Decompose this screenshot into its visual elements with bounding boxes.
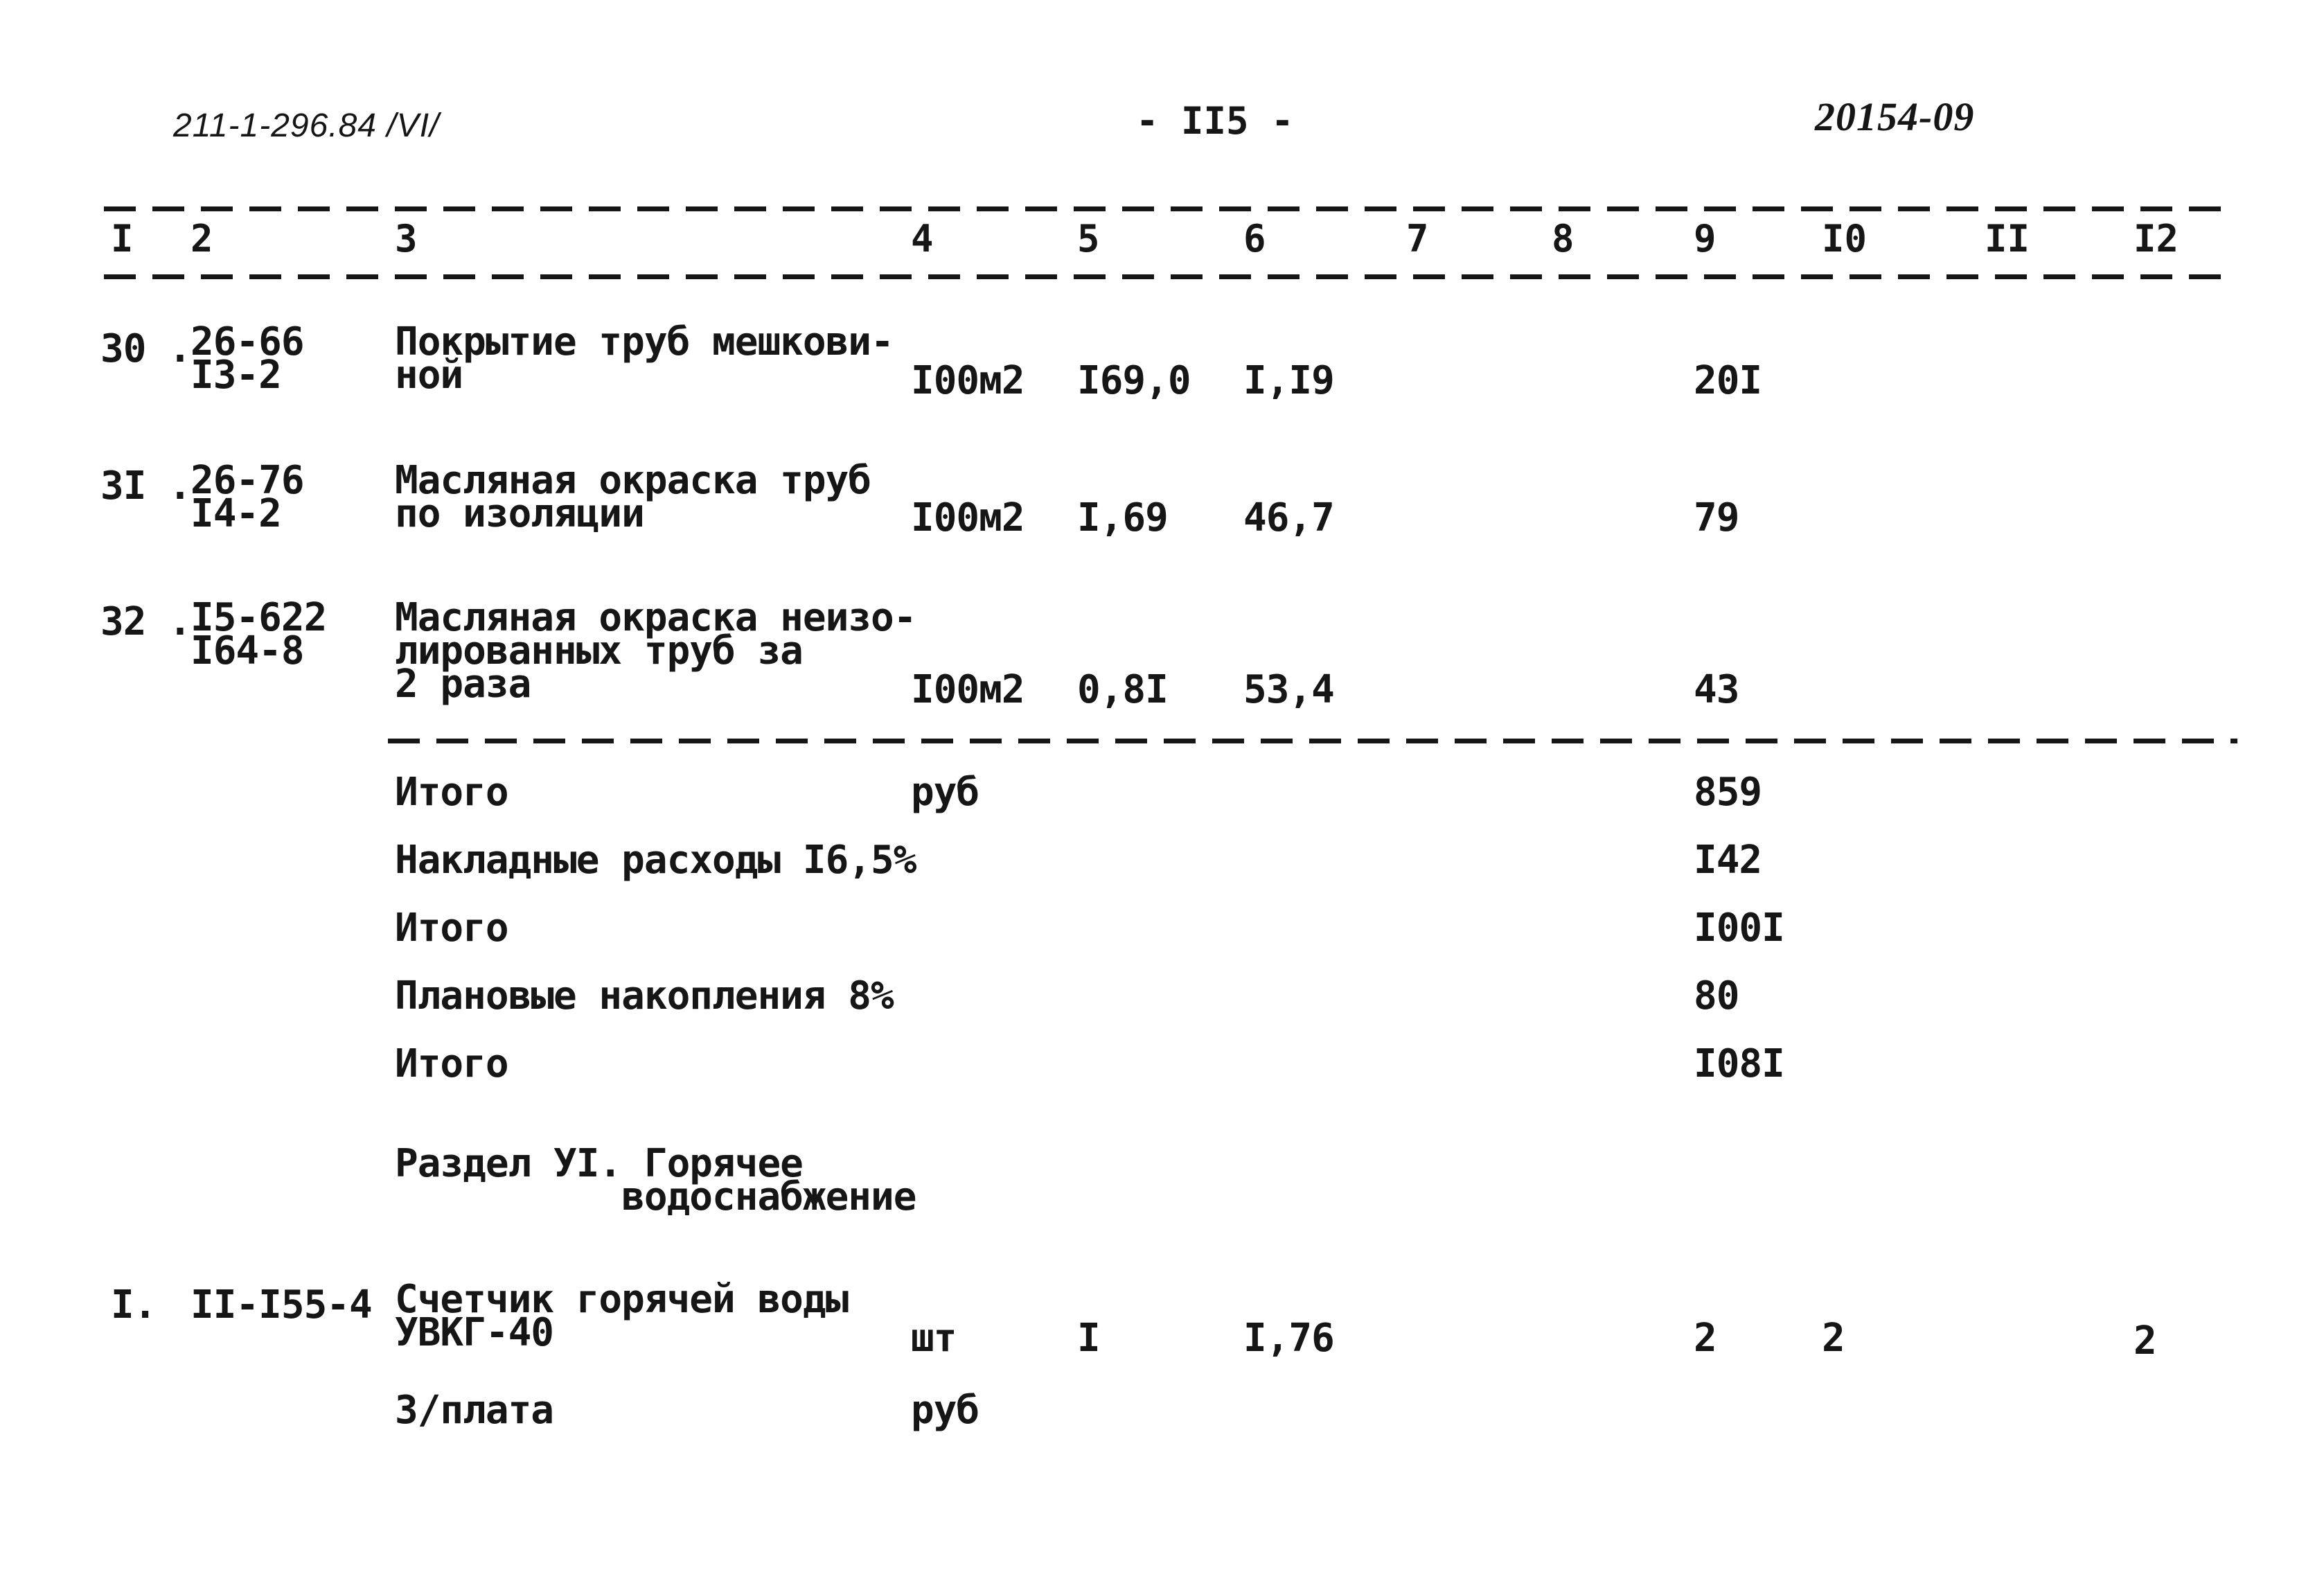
- row-code: 26-66 I3-2: [190, 319, 304, 398]
- row-quantity: 0,8I: [1077, 667, 1168, 712]
- row-unit: I00м2: [911, 667, 1024, 712]
- column-header-1: I: [111, 217, 134, 261]
- summary-value: I42: [1694, 838, 1762, 883]
- row-quantity: I69,0: [1077, 358, 1191, 403]
- table-header-rule: [104, 274, 2237, 279]
- row-unit: шт: [911, 1316, 957, 1361]
- column-header-4: 4: [911, 217, 934, 261]
- column-header-9: 9: [1694, 217, 1717, 261]
- summary-value: 80: [1694, 973, 1739, 1018]
- column-header-5: 5: [1077, 217, 1100, 261]
- row-price: 53,4: [1243, 667, 1334, 712]
- column-header-2: 2: [190, 217, 213, 261]
- row-code: 26-76 I4-2: [190, 458, 304, 536]
- row-col10: 2: [1822, 1316, 1845, 1361]
- row-total: 20I: [1694, 358, 1762, 403]
- row-col12: 2: [2134, 1318, 2156, 1364]
- page-number: - II5 -: [1136, 99, 1294, 143]
- summary-label: Итого: [395, 906, 508, 951]
- summary-label: Накладные расходы I6,5%: [395, 838, 916, 883]
- column-header-6: 6: [1243, 217, 1266, 261]
- summary-label: Плановые накопления 8%: [395, 973, 894, 1018]
- row-code: I5-622 I64-8: [190, 595, 327, 673]
- summary-unit: руб: [911, 770, 979, 815]
- summary-value: 859: [1694, 770, 1762, 815]
- wage-label: З/плата: [395, 1388, 554, 1433]
- summary-label: Итого: [395, 770, 508, 815]
- row-price: I,I9: [1243, 358, 1334, 403]
- row-col9: 2: [1694, 1316, 1717, 1361]
- row-code: II-I55-4: [190, 1282, 372, 1327]
- row-total: 79: [1694, 495, 1739, 540]
- table-top-rule: [104, 206, 2237, 211]
- handwritten-note: 20154-09: [1815, 94, 1975, 139]
- summary-value: I08I: [1694, 1041, 1784, 1086]
- row-quantity: I: [1077, 1316, 1100, 1361]
- row-price: I,76: [1243, 1316, 1334, 1361]
- row-description: Покрытие труб мешкови- ной: [395, 319, 894, 398]
- row-number: 30 .: [100, 326, 191, 371]
- row-description: Счетчик горячей воды УВКГ-40: [395, 1277, 849, 1355]
- column-header-8: 8: [1552, 217, 1575, 261]
- section-title: Раздел УI. Горячее водоснабжение: [395, 1141, 916, 1219]
- subtotal-rule: [388, 739, 2237, 743]
- document-code: 211-1-296.84 /VI/: [173, 107, 440, 144]
- column-header-10: I0: [1822, 217, 1868, 261]
- row-description: Масляная окраска труб по изоляции: [395, 458, 871, 536]
- column-header-12: I2: [2134, 217, 2179, 261]
- wage-unit: руб: [911, 1388, 979, 1433]
- summary-value: I00I: [1694, 906, 1784, 951]
- row-quantity: I,69: [1077, 495, 1168, 540]
- column-header-7: 7: [1406, 217, 1429, 261]
- column-header-3: 3: [395, 217, 418, 261]
- row-unit: I00м2: [911, 495, 1024, 540]
- row-price: 46,7: [1243, 495, 1334, 540]
- column-header-11: II: [1985, 217, 2030, 261]
- row-number: I.: [111, 1282, 157, 1327]
- row-description: Масляная окраска неизо- лированных труб за 2 раза: [395, 595, 916, 707]
- summary-label: Итого: [395, 1041, 508, 1086]
- row-number: 32 .: [100, 599, 191, 644]
- row-unit: I00м2: [911, 358, 1024, 403]
- row-number: 3I .: [100, 464, 191, 509]
- row-total: 43: [1694, 667, 1739, 712]
